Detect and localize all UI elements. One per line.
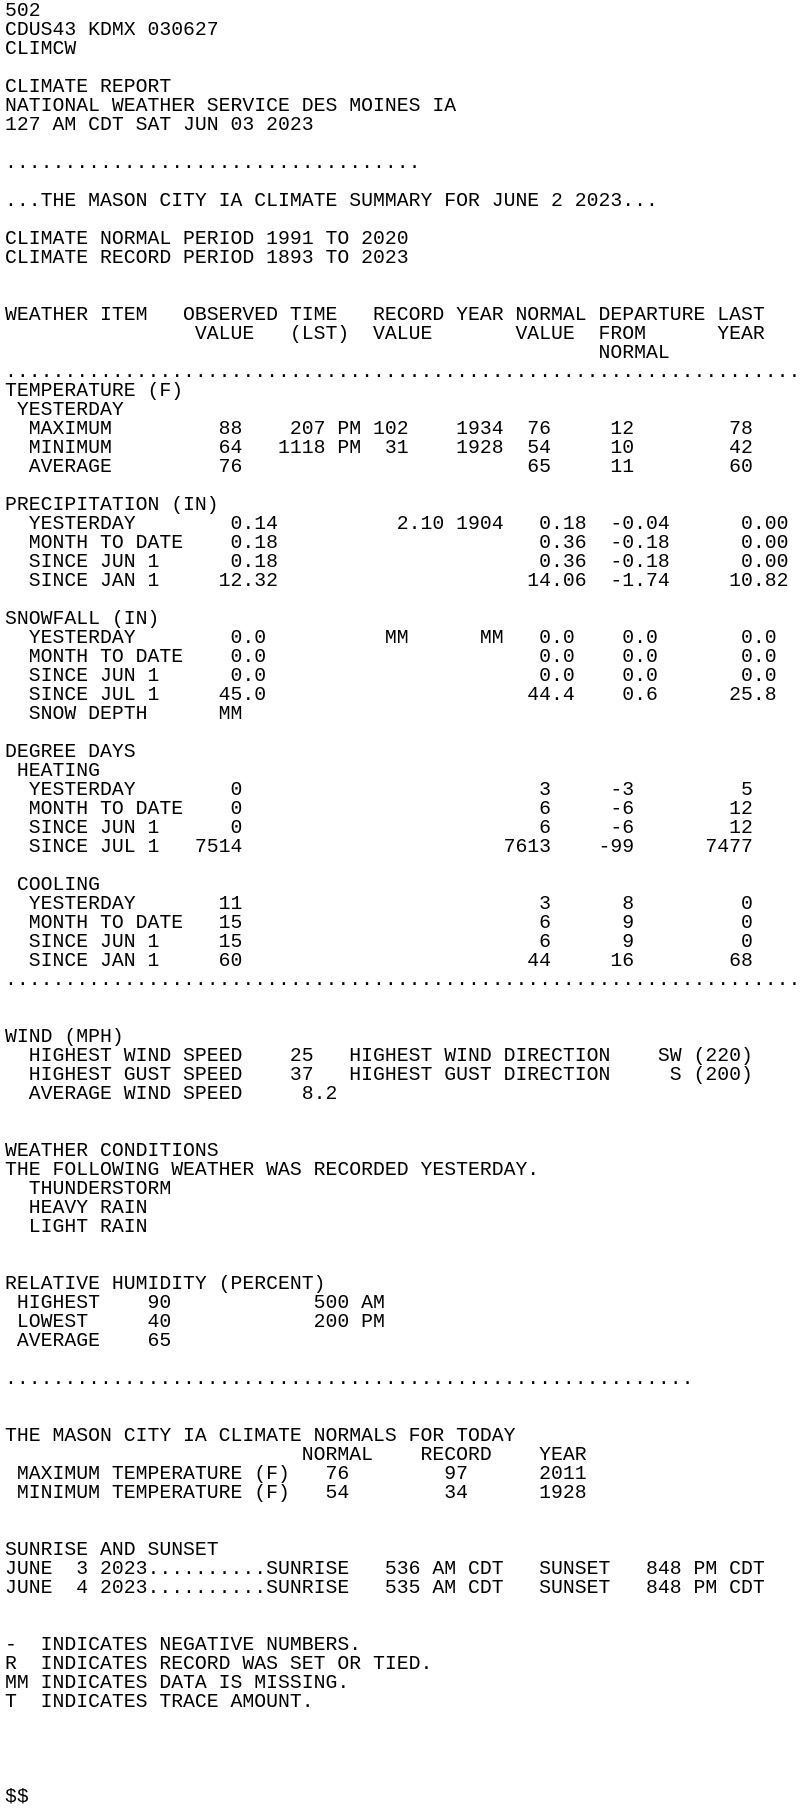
report-line bbox=[5, 268, 800, 287]
report-line: CLIMATE RECORD PERIOD 1893 TO 2023 bbox=[5, 247, 409, 269]
report-line: YESTERDAY 0.0 MM MM 0.0 0.0 0.0 bbox=[5, 627, 777, 649]
report-line: SINCE JUL 1 7514 7613 -99 7477 bbox=[5, 836, 753, 858]
report-line: TEMPERATURE (F) bbox=[5, 380, 184, 402]
report-line: CDUS43 KDMX 030627 bbox=[5, 19, 219, 41]
report-line: .......................................................... bbox=[5, 1368, 694, 1390]
report-line bbox=[5, 857, 800, 876]
report-line: YESTERDAY 0.14 2.10 1904 0.18 -0.04 0.00 bbox=[5, 513, 789, 535]
report-line: VALUE (LST) VALUE VALUE FROM YEAR bbox=[5, 323, 765, 345]
report-line: MAXIMUM TEMPERATURE (F) 76 97 2011 bbox=[5, 1463, 587, 1485]
report-line: SUNRISE AND SUNSET bbox=[5, 1539, 219, 1561]
report-line bbox=[5, 1009, 800, 1028]
report-line: RELATIVE HUMIDITY (PERCENT) bbox=[5, 1273, 326, 1295]
report-line: PRECIPITATION (IN) bbox=[5, 494, 219, 516]
report-line: SNOW DEPTH MM bbox=[5, 703, 243, 725]
report-line: MINIMUM 64 1118 PM 31 1928 54 10 42 bbox=[5, 437, 753, 459]
report-line: MONTH TO DATE 15 6 9 0 bbox=[5, 912, 753, 934]
report-line: HIGHEST WIND SPEED 25 HIGHEST WIND DIRECTION SW (220) bbox=[5, 1045, 753, 1067]
report-line: THE FOLLOWING WEATHER WAS RECORDED YESTERDAY. bbox=[5, 1159, 540, 1181]
report-line bbox=[5, 1712, 800, 1731]
report-line: 502 bbox=[5, 0, 41, 22]
report-line: CLIMATE NORMAL PERIOD 1991 TO 2020 bbox=[5, 228, 409, 250]
report-line: LIGHT RAIN bbox=[5, 1216, 148, 1238]
report-line bbox=[5, 1503, 800, 1522]
report-line: NORMAL RECORD YEAR bbox=[5, 1444, 587, 1466]
report-line bbox=[5, 1731, 800, 1750]
report-line: ................................................................... bbox=[5, 361, 801, 383]
report-line: MONTH TO DATE 0.0 0.0 0.0 0.0 bbox=[5, 646, 777, 668]
report-line bbox=[5, 1598, 800, 1617]
report-line bbox=[5, 1389, 800, 1408]
report-line: SINCE JUL 1 45.0 44.4 0.6 25.8 bbox=[5, 684, 777, 706]
report-line bbox=[5, 1750, 800, 1769]
report-line: WEATHER ITEM OBSERVED TIME RECORD YEAR NORMAL DEPARTURE LAST bbox=[5, 304, 765, 326]
report-line: SINCE JAN 1 12.32 14.06 -1.74 10.82 bbox=[5, 570, 789, 592]
report-line: COOLING bbox=[5, 874, 100, 896]
report-line: SINCE JUN 1 0.18 0.36 -0.18 0.00 bbox=[5, 551, 789, 573]
report-line bbox=[5, 990, 800, 1009]
report-line: JUNE 4 2023..........SUNRISE 535 AM CDT SUNSET 848 PM CDT bbox=[5, 1577, 765, 1599]
report-line bbox=[5, 1104, 800, 1123]
report-line: DEGREE DAYS bbox=[5, 741, 136, 763]
report-line: CLIMATE REPORT bbox=[5, 76, 172, 98]
report-line: ................................................................... bbox=[5, 969, 801, 991]
report-line: THE MASON CITY IA CLIMATE NORMALS FOR TODAY bbox=[5, 1425, 516, 1447]
report-line: ...THE MASON CITY IA CLIMATE SUMMARY FOR JUNE 2 2023... bbox=[5, 190, 658, 212]
report-line: LOWEST 40 200 PM bbox=[5, 1311, 385, 1333]
report-line: R INDICATES RECORD WAS SET OR TIED. bbox=[5, 1653, 433, 1675]
report-line: HIGHEST GUST SPEED 37 HIGHEST GUST DIRECTION S (200) bbox=[5, 1064, 753, 1086]
report-line: AVERAGE 76 65 11 60 bbox=[5, 456, 753, 478]
report-line: HEATING bbox=[5, 760, 100, 782]
report-line: SINCE JUN 1 15 6 9 0 bbox=[5, 931, 753, 953]
report-line: T INDICATES TRACE AMOUNT. bbox=[5, 1691, 314, 1713]
report-line: MONTH TO DATE 0.18 0.36 -0.18 0.00 bbox=[5, 532, 789, 554]
report-line: WEATHER CONDITIONS bbox=[5, 1140, 219, 1162]
report-line: JUNE 3 2023..........SUNRISE 536 AM CDT SUNSET 848 PM CDT bbox=[5, 1558, 765, 1580]
report-line: 127 AM CDT SAT JUN 03 2023 bbox=[5, 114, 314, 136]
report-line: AVERAGE WIND SPEED 8.2 bbox=[5, 1083, 338, 1105]
report-line: YESTERDAY 11 3 8 0 bbox=[5, 893, 753, 915]
report-line: MONTH TO DATE 0 6 -6 12 bbox=[5, 798, 753, 820]
report-line: THUNDERSTORM bbox=[5, 1178, 172, 1200]
report-line: SINCE JUN 1 0 6 -6 12 bbox=[5, 817, 753, 839]
report-line: SINCE JAN 1 60 44 16 68 bbox=[5, 950, 753, 972]
report-line: MM INDICATES DATA IS MISSING. bbox=[5, 1672, 350, 1694]
report-line: YESTERDAY 0 3 -3 5 bbox=[5, 779, 753, 801]
report-line: $$ bbox=[5, 1786, 29, 1808]
report-line: WIND (MPH) bbox=[5, 1026, 124, 1048]
report-line: CLIMCW bbox=[5, 38, 77, 60]
report-line: YESTERDAY bbox=[5, 399, 124, 421]
report-line: HIGHEST 90 500 AM bbox=[5, 1292, 385, 1314]
report-line: SNOWFALL (IN) bbox=[5, 608, 160, 630]
report-line: HEAVY RAIN bbox=[5, 1197, 148, 1219]
report-line: MAXIMUM 88 207 PM 102 1934 76 12 78 bbox=[5, 418, 753, 440]
report-line: SINCE JUN 1 0.0 0.0 0.0 0.0 bbox=[5, 665, 777, 687]
report-line: NATIONAL WEATHER SERVICE DES MOINES IA bbox=[5, 95, 457, 117]
report-line: MINIMUM TEMPERATURE (F) 54 34 1928 bbox=[5, 1482, 587, 1504]
report-line bbox=[5, 1769, 800, 1788]
climate-report-text bbox=[5, 2, 800, 1807]
report-line: AVERAGE 65 bbox=[5, 1330, 172, 1352]
report-line: ................................... bbox=[5, 152, 421, 174]
report-line bbox=[5, 1237, 800, 1256]
report-line: - INDICATES NEGATIVE NUMBERS. bbox=[5, 1634, 362, 1656]
report-line: NORMAL bbox=[5, 342, 670, 364]
